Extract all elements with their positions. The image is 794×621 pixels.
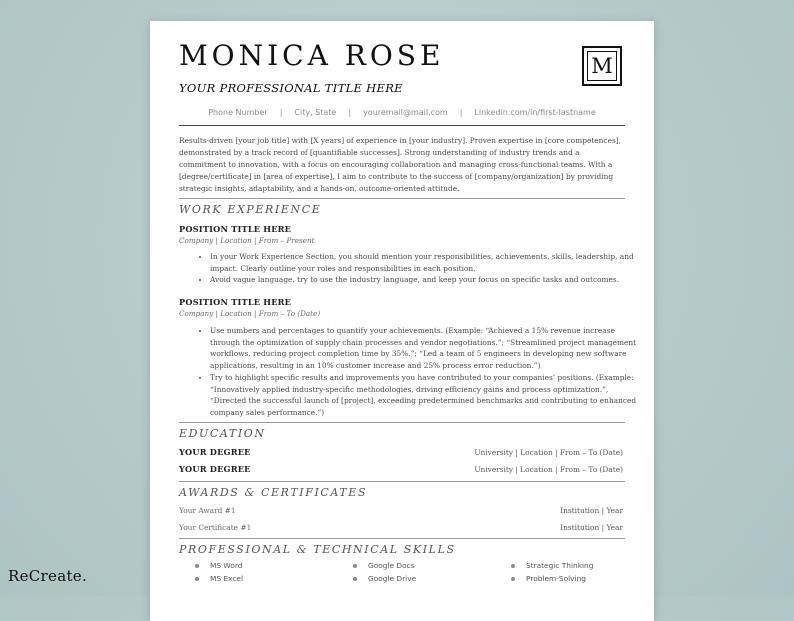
skill-label: Google Docs — [368, 561, 415, 570]
section-divider — [179, 198, 625, 199]
monogram-logo — [582, 46, 622, 86]
bullet-dot-icon — [353, 564, 357, 568]
award-entry — [179, 523, 623, 532]
skills-grid — [195, 561, 625, 583]
job-bullet: • In your Work Experience Section, you should mention your responsibilities, achievements, skills, leadership, and impact. Clearly outline your roles and responsibilities in each position. — [210, 251, 640, 274]
award-entry — [179, 506, 623, 515]
skill-item — [195, 574, 353, 583]
skill-label: MS Word — [210, 561, 243, 570]
skill-label: Strategic Thinking — [526, 561, 594, 570]
job-title: POSITION TITLE HERE — [179, 224, 292, 234]
job-bullets — [195, 251, 640, 286]
work-experience-heading: WORK EXPERIENCE — [179, 203, 322, 216]
award-name: Your Certificate #1 — [179, 523, 252, 532]
bullet-dot-icon — [511, 564, 515, 568]
award-detail: Institution | Year — [560, 523, 623, 532]
degree-detail: University | Location | From – To (Date) — [474, 448, 623, 457]
education-entry — [179, 464, 623, 474]
contact-linkedin: Linkedin.com/in/first-lastname — [474, 108, 596, 117]
resume-page — [150, 21, 654, 621]
job-bullet: • Avoid vague language, try to use the industry language, and keep your focus on specific tasks and outcomes. — [210, 274, 640, 286]
contact-phone: Phone Number — [208, 108, 268, 117]
skill-label: Google Drive — [368, 574, 417, 583]
contact-location: City, State — [294, 108, 337, 117]
section-divider — [179, 481, 625, 482]
skills-heading: PROFESSIONAL & TECHNICAL SKILLS — [179, 543, 456, 556]
contact-separator: | — [279, 108, 283, 117]
contact-email: youremail@mail.com — [363, 108, 448, 117]
job-meta: Company | Location | From – Present — [179, 236, 315, 245]
skill-item — [195, 561, 353, 570]
skill-label: MS Excel — [210, 574, 243, 583]
contact-separator: | — [348, 108, 352, 117]
job-bullets — [195, 325, 640, 419]
bullet-dot-icon — [195, 577, 199, 581]
bullet-dot-icon — [511, 577, 515, 581]
section-divider — [179, 538, 625, 539]
contact-separator: | — [459, 108, 463, 117]
degree-name: YOUR DEGREE — [179, 447, 251, 457]
education-heading: EDUCATION — [179, 427, 266, 440]
awards-heading: AWARDS & CERTIFICATES — [179, 486, 368, 499]
professional-summary: Results-driven [your job title] with [X years] of experience in [your industry]. Proven expertise in [core competences], demonstrated by a track record of [quantifiable successes]. Strong understanding of industry trends and a commitment to innovation, with a focus on encouraging collaboration and managing cross-functional teams. With a [degree/certificate] in [area of expertise], I aim to contribute to the success of [company/organization] by providing strategic insights, adaptability, and a hands-on, outcome-oriented attitude. — [179, 136, 621, 193]
monogram-letter: M — [587, 51, 617, 81]
award-name: Your Award #1 — [179, 506, 236, 515]
award-detail: Institution | Year — [560, 506, 623, 515]
brand-watermark: ReCreate. — [8, 567, 88, 585]
professional-title: YOUR PROFESSIONAL TITLE HERE — [179, 81, 403, 95]
skill-label: Problem-Solving — [526, 574, 586, 583]
skill-item — [511, 574, 631, 583]
bullet-dot-icon — [353, 577, 357, 581]
job-meta: Company | Location | From – To (Date) — [179, 309, 321, 318]
contact-line — [179, 108, 625, 117]
job-bullet: • Try to highlight specific results and improvements you have contributed to your companies’ positions. (Example: “Innovatively applied industry-specific methodologies, driving efficiency gains and process optimization.”, “Directed the successful launch of [project], exceeding predetermined benchmarks and contributing to enhanced company sales performance.”) — [210, 372, 640, 419]
education-entry — [179, 447, 623, 457]
job-bullet: • Use numbers and percentages to quantify your achievements. (Example: “Achieved a 15% revenue increase through the optimization of supply chain processes and vendor negotiations.”; “Streamlined project management workflows, reducing project completion time by 35%.”; “Led a team of 5 engineers in developing new software applications, resulting in an 10% customer increase and 25% process error reduction.”) — [210, 325, 640, 372]
skill-item — [511, 561, 631, 570]
skill-item — [353, 561, 511, 570]
section-divider — [179, 422, 625, 423]
degree-detail: University | Location | From – To (Date) — [474, 465, 623, 474]
skill-item — [353, 574, 511, 583]
header-divider — [179, 125, 625, 126]
bullet-dot-icon — [195, 564, 199, 568]
resume-name: MONICA ROSE — [179, 39, 445, 72]
degree-name: YOUR DEGREE — [179, 464, 251, 474]
job-title: POSITION TITLE HERE — [179, 297, 292, 307]
